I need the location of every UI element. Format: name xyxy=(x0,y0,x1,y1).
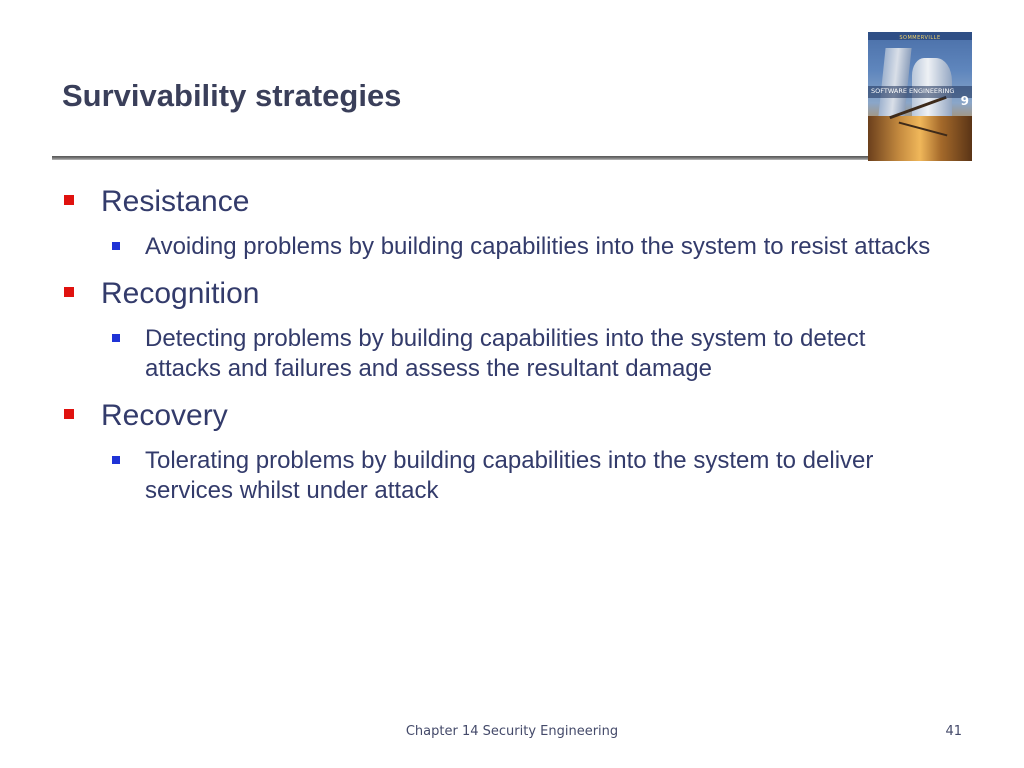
sub-bullet-text: Tolerating problems by building capabilities into the system to deliver services whilst under attack xyxy=(145,447,874,504)
cover-building-shape xyxy=(878,48,911,116)
bullet-text: Recognition xyxy=(101,277,260,310)
cover-author: SOMMERVILLE xyxy=(899,35,941,41)
bullet-list xyxy=(62,184,952,520)
square-bullet-icon xyxy=(112,456,120,464)
square-bullet-icon xyxy=(112,242,120,250)
sub-bullet-item xyxy=(106,232,935,262)
square-bullet-icon xyxy=(112,334,120,342)
bullet-text: Resistance xyxy=(101,185,250,218)
bullet-item-resistance xyxy=(62,184,952,220)
cover-title: SOFTWARE ENGINEERING xyxy=(871,87,955,95)
cover-edition: 9 xyxy=(960,94,969,108)
square-bullet-icon xyxy=(64,287,74,297)
book-cover-image xyxy=(868,32,972,161)
bullet-item-recognition xyxy=(62,276,952,312)
sub-bullet-item xyxy=(106,324,935,384)
square-bullet-icon xyxy=(64,409,74,419)
page-number: 41 xyxy=(945,724,962,739)
sub-bullet-text: Detecting problems by building capabilities into the system to detect attacks and failures and assess the resultant damage xyxy=(145,325,866,382)
title-divider xyxy=(52,156,870,160)
cover-base-shape xyxy=(868,116,972,161)
slide-title: Survivability strategies xyxy=(62,78,402,113)
square-bullet-icon xyxy=(64,195,74,205)
sub-bullet-item xyxy=(106,446,935,506)
sub-bullet-text: Avoiding problems by building capabilities into the system to resist attacks xyxy=(145,233,931,260)
bullet-text: Recovery xyxy=(101,399,228,432)
slide-footer: Chapter 14 Security Engineering xyxy=(405,724,619,739)
bullet-item-recovery xyxy=(62,398,952,434)
